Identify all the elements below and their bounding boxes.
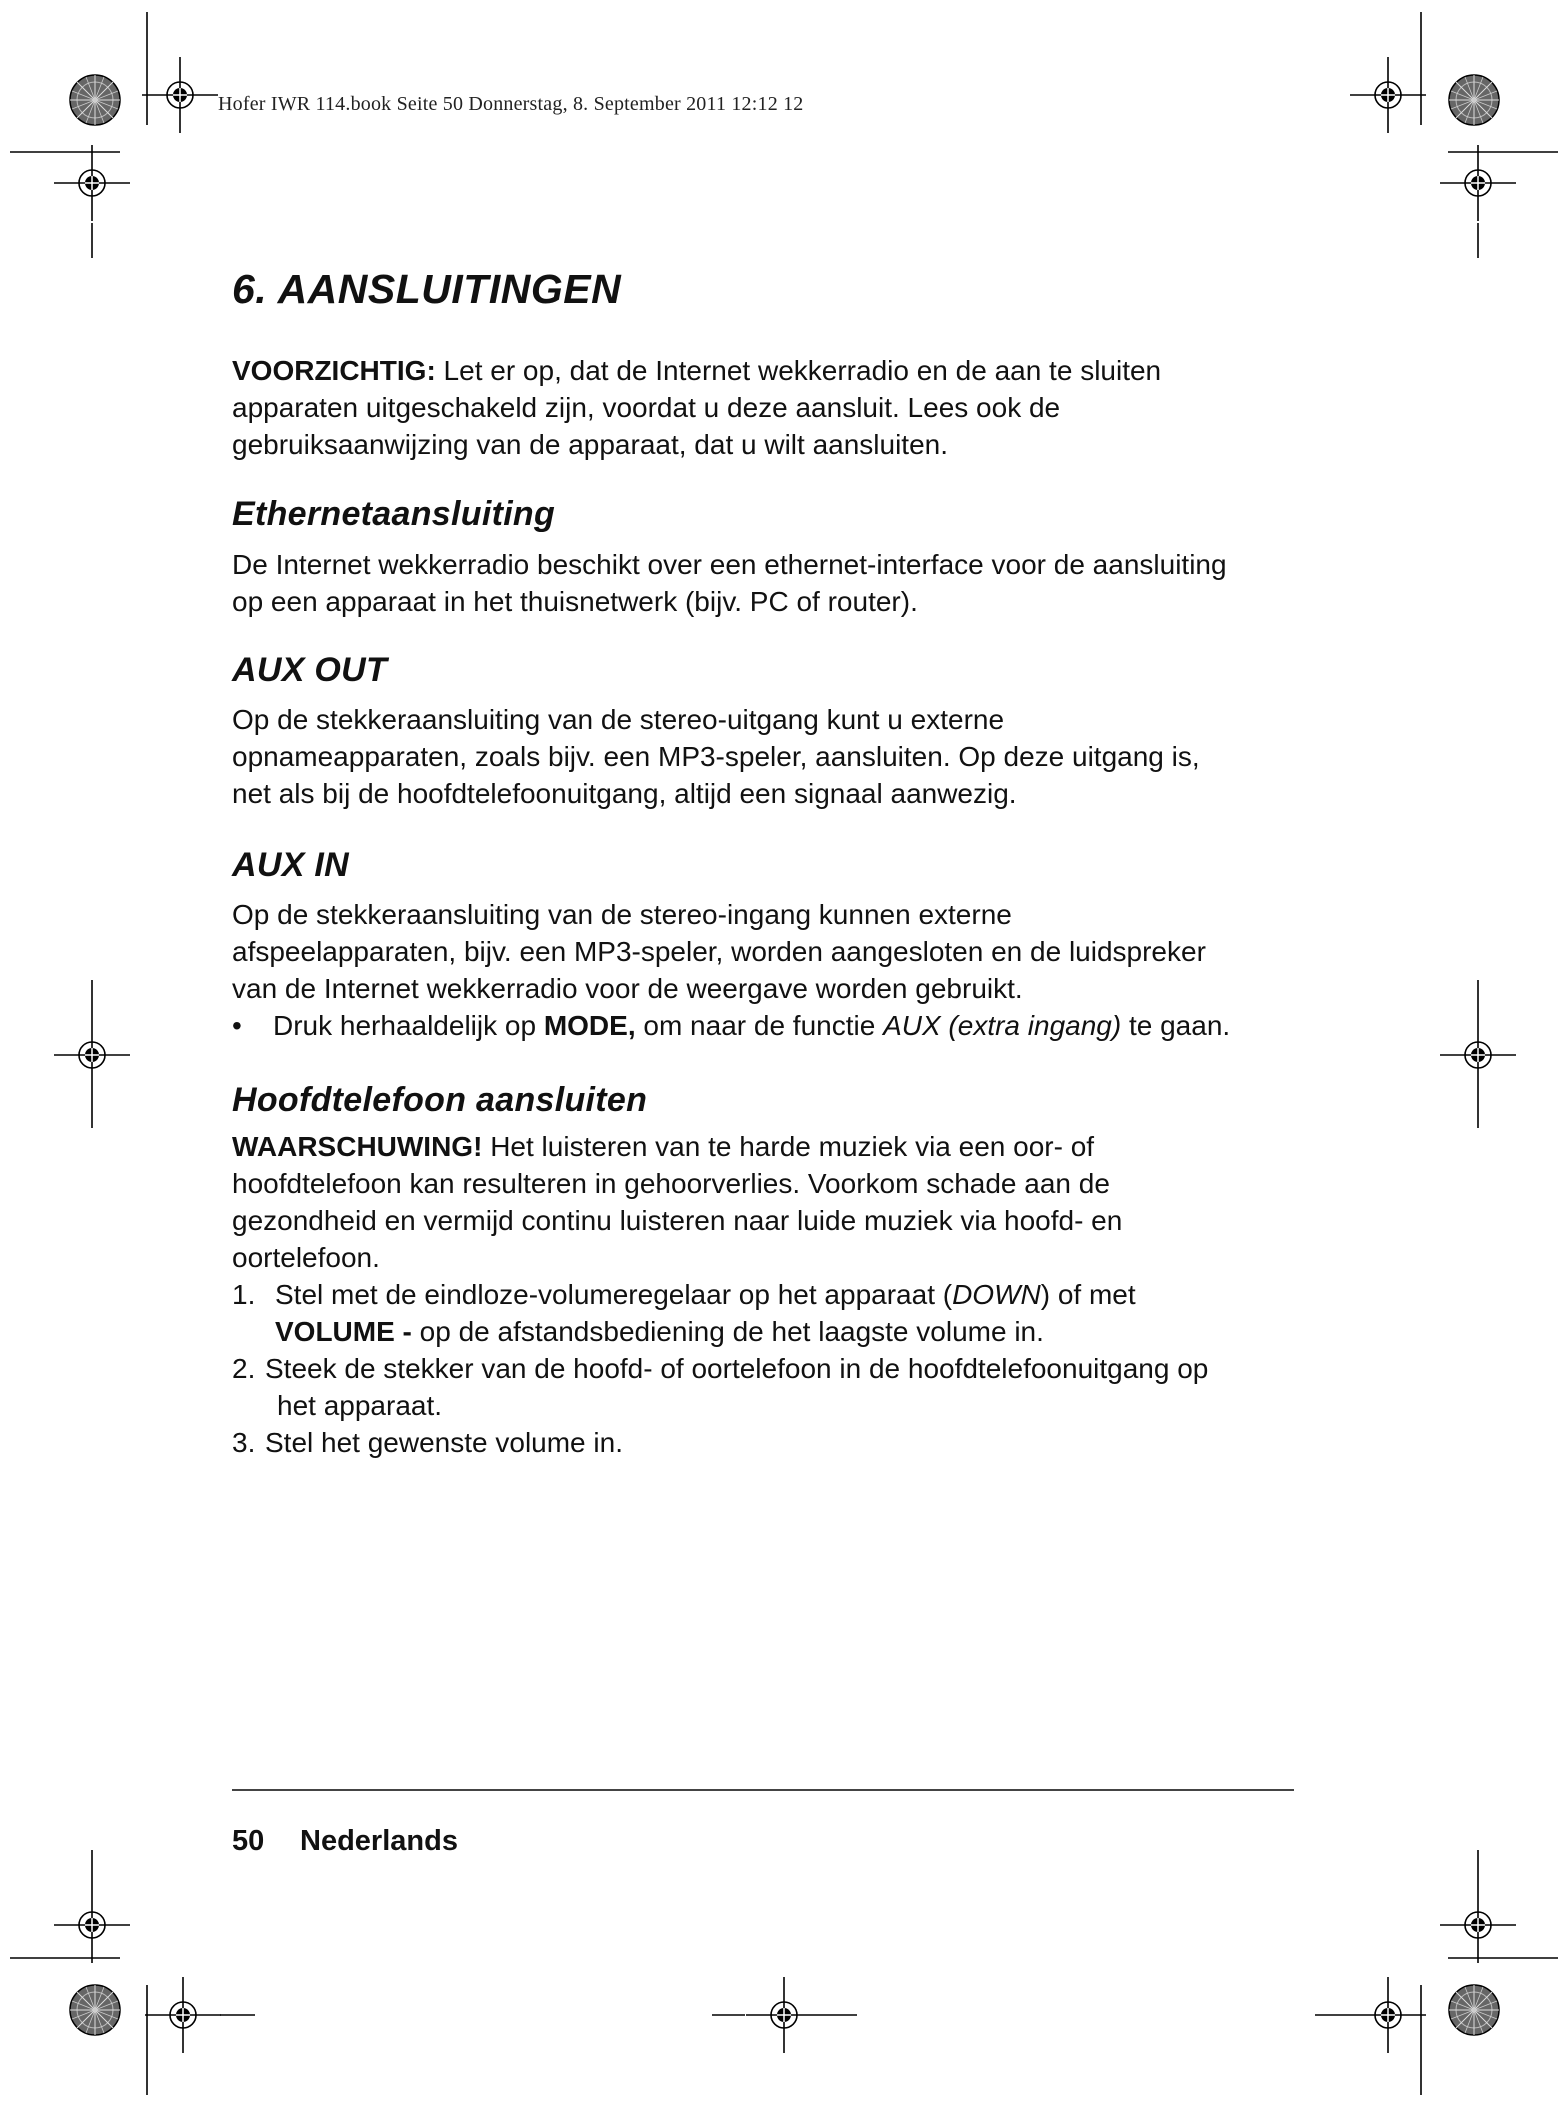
- step-3-number: 3.: [232, 1427, 256, 1458]
- step-2-line-2: het apparaat.: [277, 1390, 443, 1421]
- warning-line-2: hoofdtelefoon kan resulteren in gehoorverlies. Voorkom schade aan de: [232, 1168, 1110, 1199]
- caution-line-3: gebruiksaanwijzing van de apparaat, dat u wilt aansluiten.: [232, 429, 949, 460]
- mode-keyword: MODE,: [543, 1010, 636, 1041]
- caution-line-2: apparaten uitgeschakeld zijn, voordat u deze aansluit. Lees ook de: [232, 392, 1061, 423]
- chapter-heading: 6. AANSLUITINGEN: [232, 266, 622, 312]
- bullet-text-mid: om naar de functie: [635, 1010, 884, 1041]
- aux-in-line-3: van de Internet wekkerradio voor de weergave worden gebruikt.: [232, 973, 1023, 1004]
- headphone-heading: Hoofdtelefoon aansluiten: [232, 1081, 648, 1119]
- aux-out-paragraph: [232, 701, 1312, 812]
- caution-label: VOORZICHTIG:: [232, 355, 436, 386]
- aux-in-bullet-item: [273, 1007, 1313, 1044]
- bullet-symbol: •: [232, 1010, 242, 1041]
- aux-function-name: AUX (extra ingang): [883, 1010, 1122, 1041]
- step-2-number: 2.: [232, 1353, 256, 1384]
- aux-out-line-1: Op de stekkeraansluiting van de stereo-uitgang kunt u externe: [232, 704, 1005, 735]
- page-number: 50: [232, 1825, 265, 1857]
- warning-paragraph: [232, 1128, 1312, 1276]
- aux-in-line-1: Op de stekkeraansluiting van de stereo-ingang kunnen externe: [232, 899, 1012, 930]
- footer-rule: [232, 1789, 1294, 1791]
- aux-in-paragraph: [232, 896, 1312, 1007]
- caution-line-1: Let er op, dat de Internet wekkerradio en de aan te sluiten: [435, 355, 1162, 386]
- step-1-number: 1.: [232, 1279, 256, 1310]
- footer-language: Nederlands: [300, 1825, 458, 1857]
- aux-out-heading: AUX OUT: [232, 651, 388, 689]
- ethernet-paragraph: [232, 546, 1312, 620]
- warning-line-3: gezondheid en vermijd continu luisteren naar luide muziek via hoofd- en: [232, 1205, 1123, 1236]
- bullet-text-pre: Druk herhaaldelijk op: [273, 1010, 544, 1041]
- step-2-line-1: Steek de stekker van de hoofd- of oortelefoon in de hoofdtelefoonuitgang op: [265, 1353, 1209, 1384]
- aux-in-line-2: afspeelapparaten, bijv. een MP3-speler, worden aangesloten en de luidspreker: [232, 936, 1206, 967]
- step-1-part-a: Stel met de eindloze-volumeregelaar op het apparaat (: [275, 1279, 953, 1310]
- down-keyword: DOWN: [952, 1279, 1041, 1310]
- ethernet-line-1: De Internet wekkerradio beschikt over een ethernet-interface voor de aansluiting: [232, 549, 1227, 580]
- warning-label: WAARSCHUWING!: [232, 1131, 483, 1162]
- volume-keyword: VOLUME -: [275, 1316, 412, 1347]
- step-3-text: Stel het gewenste volume in.: [265, 1427, 623, 1458]
- warning-line-4: oortelefoon.: [232, 1242, 380, 1273]
- aux-out-line-2: opnameapparaten, zoals bijv. een MP3-speler, aansluiten. Op deze uitgang is,: [232, 741, 1200, 772]
- caution-paragraph: [232, 352, 1312, 463]
- warning-line-1: Het luisteren van te harde muziek via een oor- of: [482, 1131, 1095, 1162]
- step-1-part-b: ) of met: [1040, 1279, 1136, 1310]
- aux-out-line-3: net als bij de hoofdtelefoonuitgang, altijd een signaal aanwezig.: [232, 778, 1017, 809]
- step-1-part-c: op de afstandsbediening de het laagste volume in.: [411, 1316, 1044, 1347]
- aux-in-heading: AUX IN: [232, 846, 350, 884]
- step-1-text: [275, 1276, 1325, 1350]
- ethernet-line-2: op een apparaat in het thuisnetwerk (bijv. PC of router).: [232, 586, 918, 617]
- ethernet-heading: Ethernetaansluiting: [232, 495, 556, 533]
- step-2-text: [265, 1350, 1315, 1424]
- bullet-text-post: te gaan.: [1121, 1010, 1231, 1041]
- print-slug: Hofer IWR 114.book Seite 50 Donnerstag, 8. September 2011 12:12 12: [218, 93, 804, 115]
